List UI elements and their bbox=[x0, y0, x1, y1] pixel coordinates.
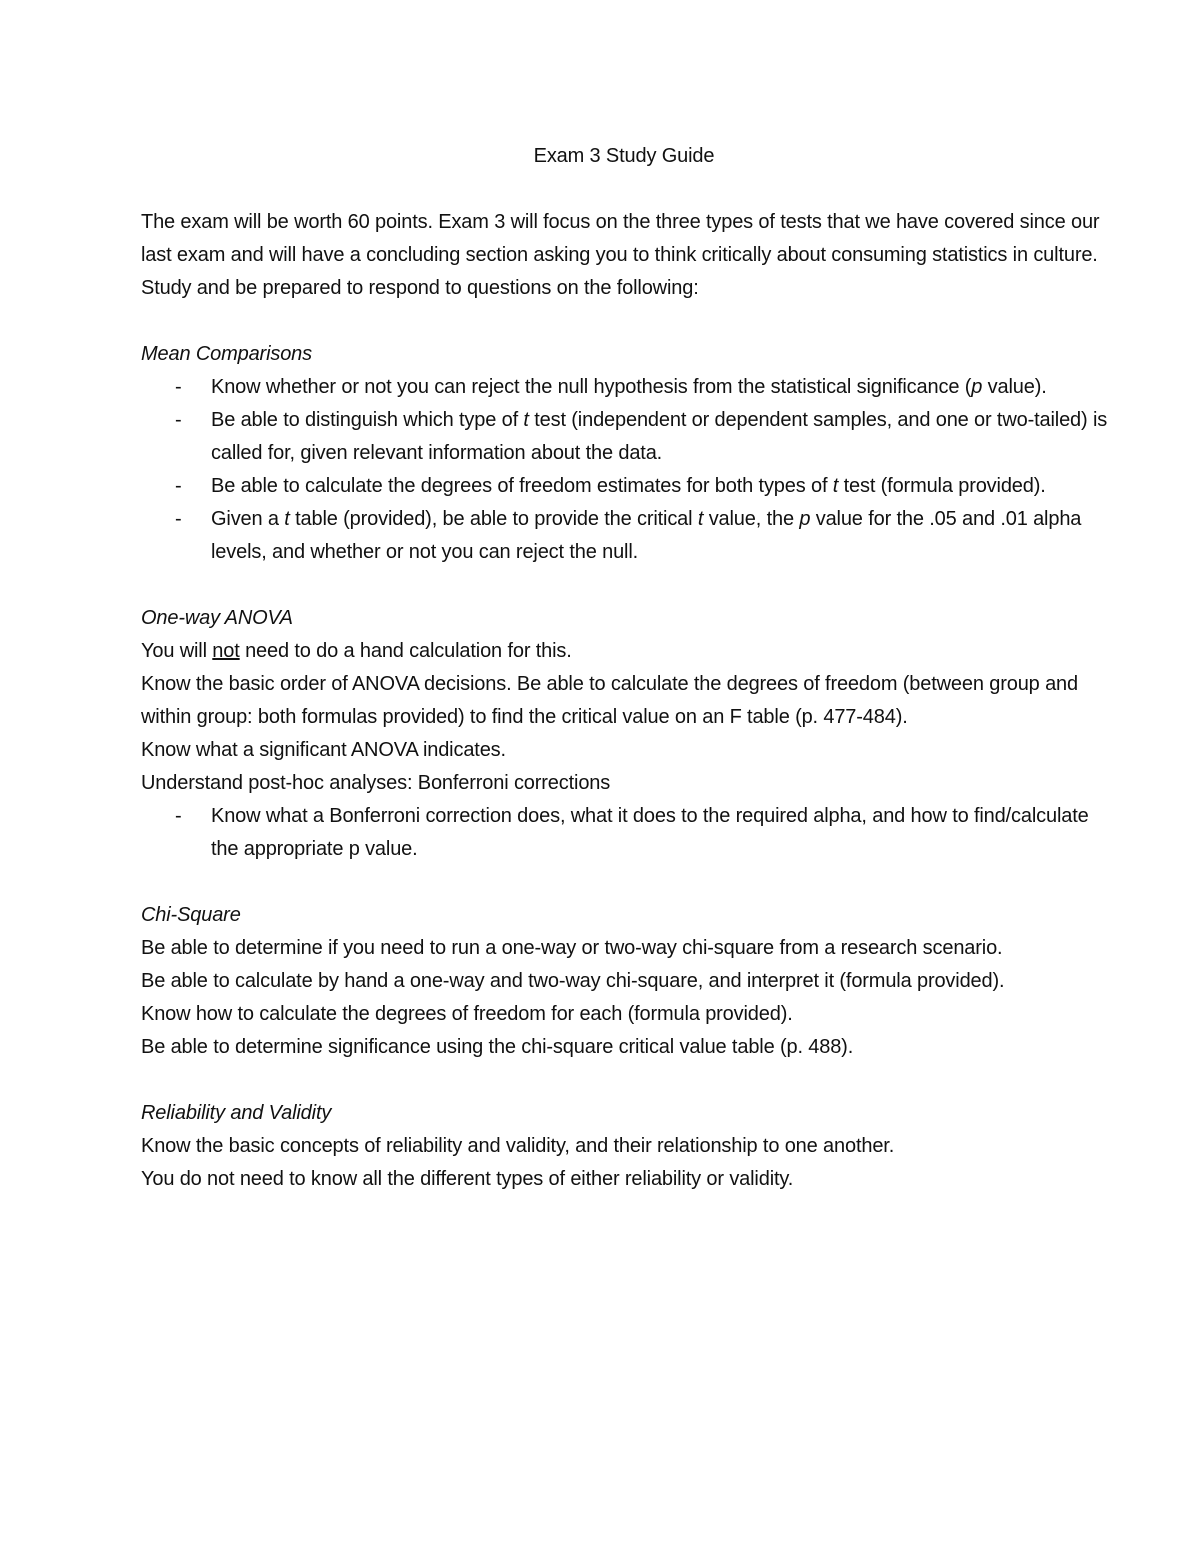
section-heading-chi-square: Chi-Square bbox=[141, 904, 241, 926]
intro-paragraph: The exam will be worth 60 points. Exam 3 will focus on the three types of tests that we have covered since our last exam and will have a concluding section asking you to think critically about consuming statistics in culture. Study and be prepared to respond to questions on the following: bbox=[141, 211, 1100, 299]
reliability-line: Know the basic concepts of reliability and validity, and their relationship to one another. bbox=[141, 1135, 895, 1157]
chi-square-line: Be able to determine significance using the chi-square critical value table (p. 488). bbox=[141, 1036, 854, 1058]
dash-bullet: - bbox=[175, 376, 182, 398]
anova-list bbox=[141, 800, 1121, 866]
section-heading-anova: One-way ANOVA bbox=[141, 607, 293, 629]
document-page bbox=[141, 140, 1121, 1196]
dash-bullet: - bbox=[175, 475, 182, 497]
spacer bbox=[141, 173, 1121, 206]
document-title: Exam 3 Study Guide bbox=[533, 145, 715, 167]
section-heading-mean-comparisons: Mean Comparisons bbox=[141, 343, 313, 365]
spacer bbox=[141, 866, 1121, 899]
anova-line: Know the basic order of ANOVA decisions. Be able to calculate the degrees of freedom (between group and within group: both formulas provided) to find the critical value on an F table (p. 477-484). bbox=[141, 673, 1078, 728]
anova-line: You will not need to do a hand calculation for this. bbox=[141, 640, 572, 662]
chi-square-line: Be able to determine if you need to run a one-way or two-way chi-square from a research scenario. bbox=[141, 937, 1003, 959]
section-heading-reliability: Reliability and Validity bbox=[141, 1102, 332, 1124]
dash-bullet: - bbox=[175, 805, 182, 827]
dash-bullet: - bbox=[175, 508, 182, 530]
anova-line: Understand post-hoc analyses: Bonferroni corrections bbox=[141, 772, 611, 794]
list-item: - Given a t table (provided), be able to provide the critical t value, the p value for the .05 and .01 alpha levels, and whether or not you can reject the null. bbox=[141, 503, 1121, 569]
list-item: - Know what a Bonferroni correction does, what it does to the required alpha, and how to find/calculate the appropriate p value. bbox=[141, 800, 1121, 866]
anova-line: Know what a significant ANOVA indicates. bbox=[141, 739, 506, 761]
dash-bullet: - bbox=[175, 409, 182, 431]
list-item: - Be able to calculate the degrees of freedom estimates for both types of t test (formula provided). bbox=[141, 470, 1121, 503]
chi-square-line: Be able to calculate by hand a one-way and two-way chi-square, and interpret it (formula provided). bbox=[141, 970, 1005, 992]
mean-comparisons-list bbox=[141, 371, 1121, 569]
chi-square-line: Know how to calculate the degrees of freedom for each (formula provided). bbox=[141, 1003, 793, 1025]
spacer bbox=[141, 569, 1121, 602]
reliability-line: You do not need to know all the different types of either reliability or validity. bbox=[141, 1168, 794, 1190]
spacer bbox=[141, 1064, 1121, 1097]
list-item: - Know whether or not you can reject the null hypothesis from the statistical significance (p value). bbox=[141, 371, 1121, 404]
list-item: - Be able to distinguish which type of t test (independent or dependent samples, and one or two-tailed) is called for, given relevant information about the data. bbox=[141, 404, 1121, 470]
spacer bbox=[141, 305, 1121, 338]
